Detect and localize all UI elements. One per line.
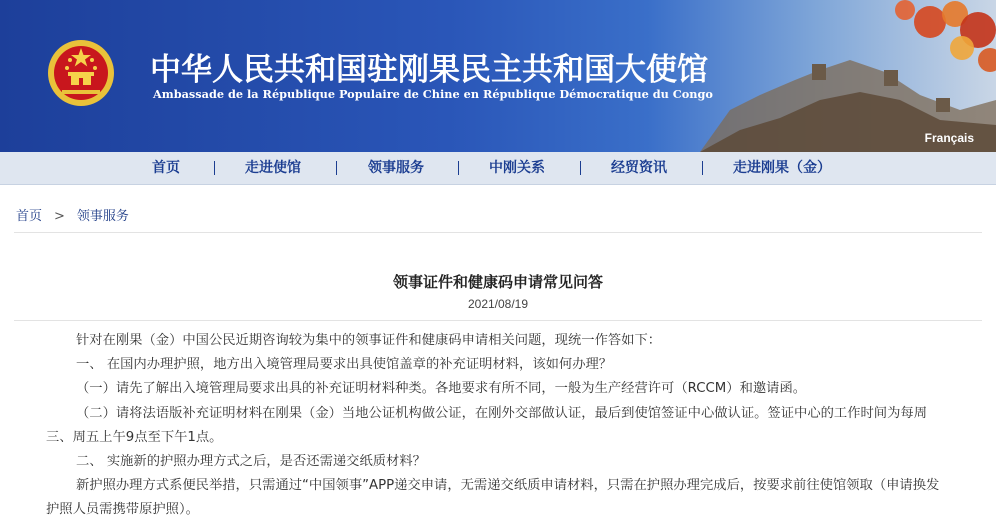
- nav-separator: [458, 161, 459, 175]
- article-body: [46, 329, 950, 523]
- breadcrumb-home-link[interactable]: 首页: [16, 209, 43, 224]
- breadcrumb-separator: >: [54, 209, 65, 224]
- article-paragraph: （二）请将法语版补充证明材料在刚果（金）当地公证机构做公证，在刚外交部做认证，最后到使馆签证中心做认证。签证中心的工作时间为每周三、周五上午9点至下午1点。: [46, 405, 927, 445]
- article-divider: [14, 320, 982, 321]
- breadcrumb-divider: [14, 232, 982, 233]
- article-date: 2021/08/19: [467, 297, 529, 311]
- nav-item-home[interactable]: 首页: [152, 160, 180, 176]
- article-paragraph: 二、 实施新的护照办理方式之后，是否还需递交纸质材料？: [76, 454, 426, 470]
- main-nav: [0, 152, 996, 185]
- breadcrumb-current-link[interactable]: 领事服务: [76, 209, 129, 224]
- embassy-subtitle: Ambassade de la République Populaire de Chine en République Démocratique du Congo: [153, 87, 713, 101]
- nav-separator: [336, 161, 337, 175]
- header-banner: [0, 0, 996, 152]
- article-title: 领事证件和健康码申请常见问答: [392, 273, 603, 291]
- nav-item-about-congo[interactable]: 走进刚果（金）: [733, 160, 831, 176]
- nav-item-about-embassy[interactable]: 走进使馆: [245, 160, 301, 176]
- nav-separator: [702, 161, 703, 175]
- embassy-title: 中华人民共和国驻刚果民主共和国大使馆: [150, 52, 708, 88]
- breadcrumb: [16, 205, 129, 224]
- nav-item-china-congo-relations[interactable]: 中刚关系: [489, 160, 545, 176]
- article-paragraph: 新护照办理方式系便民举措，只需通过“中国领事”APP递交申请，无需递交纸质申请材料，只需在护照办理完成后，按要求前往使馆领取（申请换发护照人员需携带原护照）。: [46, 478, 940, 518]
- nav-item-trade-news[interactable]: 经贸资讯: [611, 160, 667, 176]
- great-wall-autumn-image: [700, 0, 996, 152]
- article-paragraph: 针对在刚果（金）中国公民近期咨询较为集中的领事证件和健康码申请相关问题，现统一作答如下：: [76, 333, 662, 348]
- national-emblem-icon: [46, 38, 116, 108]
- nav-separator: [214, 161, 215, 175]
- article-paragraph: （一）请先了解出入境管理局要求出具的补充证明材料种类。各地要求有所不同，一般为生产经营许可（RCCM）和邀请函。: [76, 381, 807, 397]
- language-switch-link[interactable]: Français: [924, 131, 974, 145]
- nav-separator: [580, 161, 581, 175]
- nav-item-consular-services[interactable]: 领事服务: [368, 160, 424, 176]
- article-paragraph: 一、 在国内办理护照，地方出入境管理局要求出具使馆盖章的补充证明材料，该如何办理？: [76, 357, 613, 373]
